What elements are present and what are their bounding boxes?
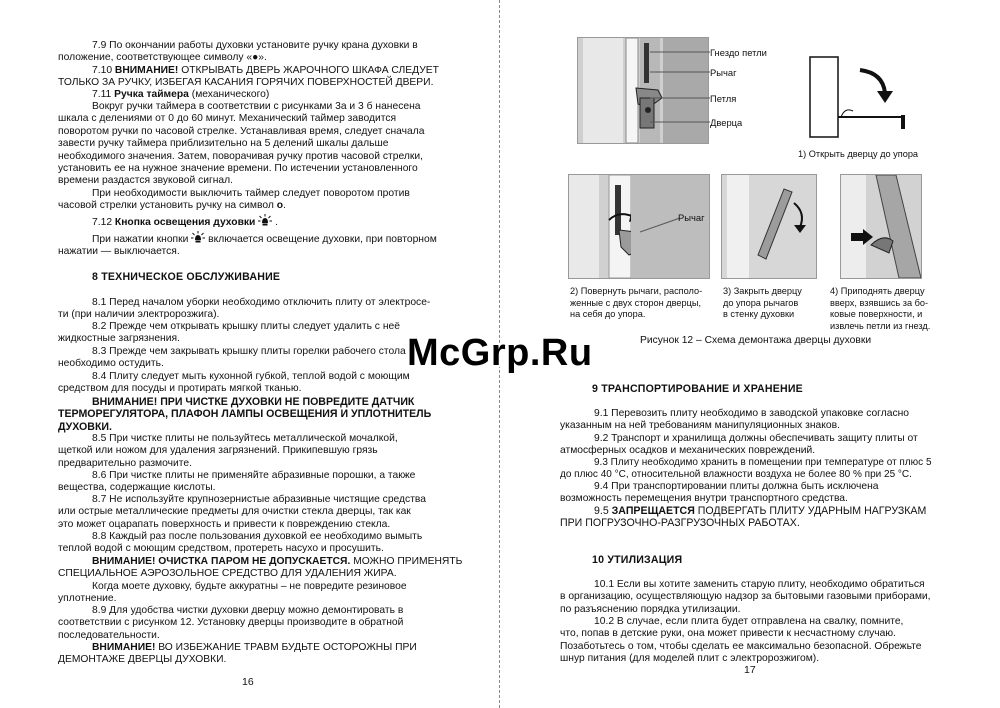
- para-8-6: 8.6 При чистке плиты не применяйте абразивные порошки, а также вещества, содержащие кислоты.: [58, 470, 416, 494]
- step-3-photo: [721, 174, 817, 279]
- label-hinge-socket: Гнездо петли: [710, 47, 767, 58]
- warning-sensor: ВНИМАНИЕ! ПРИ ЧИСТКЕ ДУХОВКИ НЕ ПОВРЕДИТЕ ДАТЧИК ТЕРМОРЕГУЛЯТОРА, ПЛАФОН ЛАМПЫ ОСВЕЩЕНИЯ И УПЛОТНИТЕЛЬ ДУХОВКИ.: [58, 396, 432, 433]
- para-7-11-body: Вокруг ручки таймера в соответствии с рисунками 3а и 3 б нанесена шкала с делениями от 0 до 60 минут. Механический таймер заводится поворотом ручки по часовой стрелке. Устанавливая время, следует сначала завести ручку таймера приблизительно на 5 делений шкалы дальше необходимого значения. Затем, поворачивая ручку против часовой стрелки, установить ее на нужное значение времени. По истечении установленного времени раздастся звуковой сигнал.: [58, 101, 425, 187]
- step-2-caption: 2) Повернуть рычаги, располо- женные с двух сторон дверцы, на себя до упора.: [570, 286, 703, 320]
- para-8-7: 8.7 Не используйте крупнозернистые абразивные чистящие средства или острые металлические предметы для очистки стекла дверцы, так как это может оцарапать поверхность и привести к повреждению стекла.: [58, 494, 427, 530]
- figure-leader-lines: [650, 40, 710, 130]
- lamp-icon: [258, 214, 272, 227]
- para-9-4: 9.4 При транспортировании плиты должна быть исключена возможность перемещения внутри транспортного средства.: [560, 481, 879, 505]
- section-10-title: 10 УТИЛИЗАЦИЯ: [592, 554, 683, 566]
- para-10-1: 10.1 Если вы хотите заменить старую плиту, необходимо обратиться в организацию, осуществляющую надзор за бытовыми газовыми приборами, по разъяснению порядка утилизации.: [560, 579, 931, 615]
- label-door: Дверца: [710, 117, 743, 128]
- step-1-caption: 1) Открыть дверцу до упора: [798, 149, 919, 159]
- step-2-lever-label: Рычаг: [678, 212, 705, 223]
- lift-door-drawing: [841, 175, 921, 278]
- para-9-2: 9.2 Транспорт и хранилища должны обеспечивать защиту плиты от атмосферных осадков и механических повреждений.: [560, 433, 918, 457]
- para-careful: Когда моете духовку, будьте аккуратны – не повредите резиновое уплотнение.: [58, 581, 407, 605]
- warning-steam: ВНИМАНИЕ! ОЧИСТКА ПАРОМ НЕ ДОПУСКАЕТСЯ. МОЖНО ПРИМЕНЯТЬ СПЕЦИАЛЬНОЕ АЭРОЗОЛЬНОЕ СРЕДСТВО ДЛЯ УДАЛЕНИЯ ЖИРА.: [58, 556, 463, 580]
- warning-door: ВНИМАНИЕ! ВО ИЗБЕЖАНИЕ ТРАВМ БУДЬТЕ ОСТОРОЖНЫ ПРИ ДЕМОНТАЖЕ ДВЕРЦЫ ДУХОВКИ.: [58, 642, 417, 666]
- label-hinge: Петля: [710, 93, 737, 104]
- para-9-5: 9.5 ЗАПРЕЩАЕТСЯ ПОДВЕРГАТЬ ПЛИТУ УДАРНЫМ НАГРУЗКАМ ПРИ ПОГРУЗОЧНО-РАЗГРУЗОЧНЫХ РАБОТАХ.: [560, 505, 927, 530]
- step-4-photo: [840, 174, 922, 279]
- para-8-8: 8.8 Каждый раз после пользования духовкой ее необходимо вымыть теплой водой с моющим средством, протереть насухо и просушить.: [58, 531, 423, 555]
- para-7-9: 7.9 По окончании работы духовки установите ручку крана духовки в положение, соответствующее символу «●».: [58, 40, 418, 64]
- section-8-title: 8 ТЕХНИЧЕСКОЕ ОБСЛУЖИВАНИЕ: [92, 271, 281, 283]
- step-4-caption: 4) Приподнять дверцу вверх, взявшись за бо- ковые поверхности, и извлечь петли из гнезд.: [830, 286, 931, 331]
- para-7-11-off: При необходимости выключить таймер следует поворотом против часовой стрелки установить ручку на символ о.: [58, 188, 410, 212]
- watermark: McGrp.Ru: [407, 332, 593, 374]
- para-8-1: 8.1 Перед началом уборки необходимо отключить плиту от электросе- ти (при наличии электророзжига).: [58, 297, 431, 321]
- para-10-2: 10.2 В случае, если плита будет отправлена на свалку, помните, что, попав в детские руки, она может привести к несчастному случаю. Позаботьтесь о том, чтобы сделать ее максимально безопасной. Обрежьте шнур питания (для моделей плит с электророзжигом).: [560, 616, 922, 665]
- para-8-3: 8.3 Прежде чем закрывать крышку плиты горелки рабочего стола необходимо остудить.: [58, 346, 406, 370]
- para-8-5: 8.5 При чистке плиты не пользуйтесь металлической мочалкой, щеткой или ножом для удаления загрязнений. Прикипевшую грязь предварительно размочите.: [58, 433, 398, 469]
- open-door-diagram: [805, 55, 915, 140]
- page-number-right: 17: [744, 664, 756, 676]
- closing-door-drawing: [722, 175, 816, 278]
- para-7-11-heading: 7.11 Ручка таймера (механического): [92, 89, 270, 100]
- para-9-3: 9.3 Плиту необходимо хранить в помещении при температуре от плюс 5 до плюс 40 °С, относительной влажности воздуха не более 80 % при 25 °С.: [560, 457, 932, 481]
- para-8-4: 8.4 Плиту следует мыть кухонной губкой, теплой водой с моющим средством для посуды и протирать мягкой тканью.: [58, 371, 410, 395]
- para-8-2: 8.2 Прежде чем открывать крышку плиты следует удалить с неё жидкостные загрязнения.: [58, 321, 400, 345]
- para-9-1: 9.1 Перевозить плиту необходимо в заводской упаковке согласно указанным на ней требованиям манипуляционных знаков.: [560, 408, 910, 432]
- page-number-left: 16: [242, 676, 254, 688]
- label-lever: Рычаг: [710, 67, 737, 78]
- figure-12-caption: Рисунок 12 – Схема демонтажа дверцы духовки: [640, 335, 872, 346]
- para-7-12-heading: 7.12 Кнопка освещения духовки .: [92, 214, 278, 229]
- para-8-9: 8.9 Для удобства чистки духовки дверцу можно демонтировать в соответствии с рисунком 12. Установку дверцы производите в обратной последовательности.: [58, 605, 404, 641]
- step-3-caption: 3) Закрыть дверцу до упора рычагов в стенку духовки: [723, 286, 802, 320]
- para-7-12-body: При нажатии кнопки включается освещение духовки, при повторном нажатии — выключается.: [58, 231, 437, 259]
- section-9-title: 9 ТРАНСПОРТИРОВАНИЕ И ХРАНЕНИЕ: [592, 383, 803, 395]
- lamp-icon: [191, 231, 205, 244]
- para-7-10: 7.10 ВНИМАНИЕ! ОТКРЫВАТЬ ДВЕРЬ ЖАРОЧНОГО ШКАФА СЛЕДУЕТ ТОЛЬКО ЗА РУЧКУ, ИЗБЕГАЯ КАСАНИЯ ГОРЯЧИХ ПОВЕРХНОСТЕЙ ДВЕРИ.: [58, 65, 439, 89]
